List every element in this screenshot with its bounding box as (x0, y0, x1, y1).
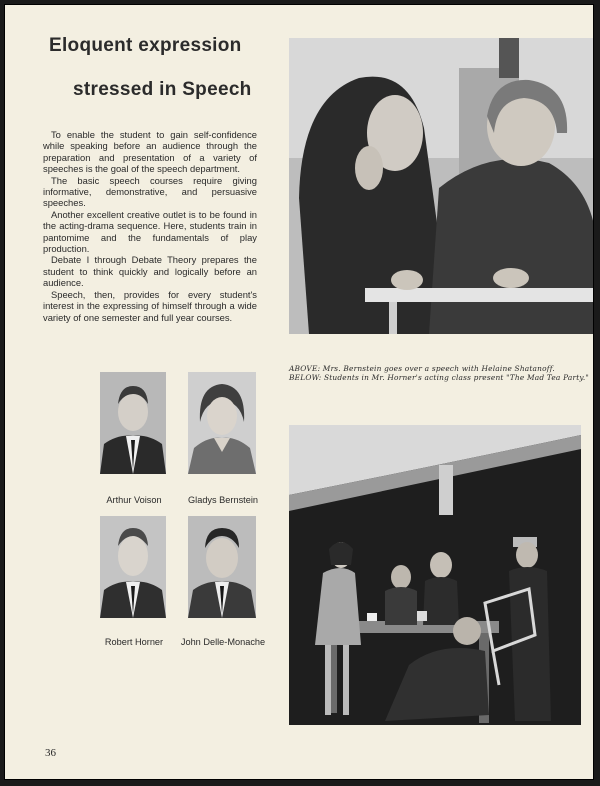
photo-caption (289, 364, 589, 382)
faculty-name: John Delle-Monache (180, 637, 266, 647)
page-number: 36 (45, 747, 56, 759)
body-paragraph: Speech, then, provides for every student's interest in the expressing of himself through a wide variety of one semester and full year courses. (43, 288, 257, 323)
yearbook-page (4, 4, 594, 780)
caption-below: BELOW: Students in Mr. Horner's acting class present "The Mad Tea Party." (289, 373, 589, 382)
body-paragraph: To enable the student to gain self-confidence while speaking before an audience through the preparation and presentation of a variety of speeches is the goal of the speech department. (43, 129, 257, 175)
photo-speech-review (289, 38, 594, 334)
portrait-arthur-voison (100, 372, 166, 474)
body-paragraph: Another excellent creative outlet is to be found in the acting-drama sequence. Here, students train in pantomime and the fundamentals of play production. (43, 208, 257, 255)
portrait-john-delle-monache (188, 516, 256, 618)
photo-mad-tea-party (289, 425, 581, 725)
caption-above: ABOVE: Mrs. Bernstein goes over a speech with Helaine Shatanoff. (289, 364, 555, 373)
portrait-robert-horner (100, 516, 166, 618)
headline-line-1: Eloquent expression (49, 35, 242, 56)
article-body (43, 129, 257, 323)
faculty-name: Gladys Bernstein (188, 495, 258, 505)
headline-line-2: stressed in Speech (73, 79, 252, 100)
faculty-name: Arthur Voison (106, 495, 162, 505)
body-paragraph: The basic speech courses require giving informative, demonstrative, and persuasive speeches. (43, 174, 257, 209)
portrait-gladys-bernstein (188, 372, 256, 474)
body-paragraph: Debate I through Debate Theory prepares the student to think quickly and logically before an audience. (43, 254, 257, 289)
faculty-name: Robert Horner (104, 637, 164, 647)
